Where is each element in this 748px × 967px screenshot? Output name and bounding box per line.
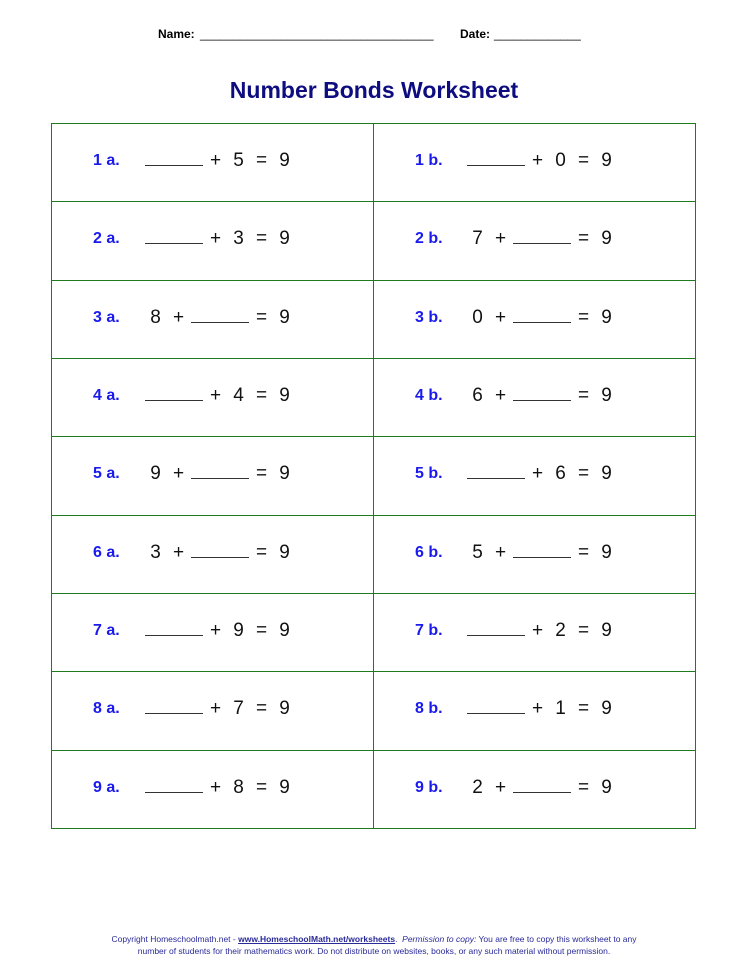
operator: = bbox=[577, 228, 590, 250]
answer-blank[interactable] bbox=[145, 623, 203, 636]
problem-label: 4 b. bbox=[415, 386, 443, 404]
table-row bbox=[52, 280, 696, 358]
problem-label: 8 b. bbox=[415, 700, 443, 718]
problem-cell bbox=[374, 202, 696, 280]
operator: = bbox=[255, 619, 268, 641]
equation bbox=[466, 620, 618, 642]
page-title: Number Bonds Worksheet bbox=[229, 77, 519, 103]
operator: = bbox=[577, 150, 590, 171]
number: 9 bbox=[601, 698, 612, 720]
table-row bbox=[52, 593, 696, 671]
table-row bbox=[52, 515, 696, 593]
number: 9 bbox=[279, 463, 290, 485]
number: 9 bbox=[601, 150, 612, 171]
permission-label: Permission to copy: bbox=[402, 934, 477, 944]
number: 2 bbox=[555, 619, 566, 641]
equation bbox=[466, 777, 618, 799]
answer-blank[interactable] bbox=[513, 780, 571, 793]
equation bbox=[144, 150, 296, 172]
problem-cell bbox=[52, 515, 374, 593]
operator: + bbox=[494, 776, 507, 798]
number: 9 bbox=[279, 619, 290, 641]
answer-blank[interactable] bbox=[191, 545, 249, 558]
equation bbox=[466, 228, 618, 250]
number: 9 bbox=[601, 776, 612, 798]
operator: + bbox=[531, 698, 544, 720]
operator: + bbox=[172, 541, 185, 563]
number: 9 bbox=[601, 541, 612, 563]
problem-label: 9 a. bbox=[93, 778, 120, 796]
operator: + bbox=[494, 541, 507, 563]
problem-cell bbox=[52, 593, 374, 671]
equation bbox=[144, 542, 296, 564]
table-row bbox=[52, 202, 696, 280]
equation bbox=[466, 698, 618, 720]
problem-cell bbox=[374, 124, 696, 202]
equation bbox=[466, 150, 618, 172]
answer-blank[interactable] bbox=[467, 701, 525, 714]
footer: Copyright Homeschoolmath.net - www.HomeschoolMath.net/worksheets. Permission to copy: You are free to copy this worksheet to any number of students for their mathematics work. Do not distribute on websites, books, or any such material without permission. bbox=[111, 934, 637, 956]
number: 9 bbox=[601, 306, 612, 328]
equation bbox=[466, 463, 618, 485]
equation bbox=[466, 542, 618, 564]
answer-blank[interactable] bbox=[145, 780, 203, 793]
equation bbox=[466, 307, 618, 329]
answer-blank[interactable] bbox=[513, 310, 571, 323]
problem-cell bbox=[374, 593, 696, 671]
number: 8 bbox=[233, 776, 244, 798]
operator: = bbox=[255, 698, 268, 720]
operator: + bbox=[209, 776, 222, 798]
number: 9 bbox=[279, 150, 290, 171]
operator: = bbox=[577, 619, 590, 641]
problem-label: 1 b. bbox=[415, 152, 443, 169]
operator: + bbox=[531, 619, 544, 641]
equation bbox=[144, 463, 296, 485]
answer-blank[interactable] bbox=[145, 153, 203, 166]
table-row bbox=[52, 124, 696, 202]
problem-label: 6 a. bbox=[93, 543, 120, 561]
date-line: _____________ bbox=[494, 27, 581, 41]
name-line: ___________________________________ bbox=[200, 27, 434, 41]
problem-label: 3 a. bbox=[93, 308, 120, 326]
operator: = bbox=[255, 150, 268, 171]
answer-blank[interactable] bbox=[467, 466, 525, 479]
operator: + bbox=[209, 228, 222, 250]
problem-cell bbox=[374, 358, 696, 436]
number: 7 bbox=[233, 698, 244, 720]
number: 3 bbox=[233, 228, 244, 250]
operator: = bbox=[255, 776, 268, 798]
operator: + bbox=[172, 463, 185, 485]
operator: + bbox=[172, 306, 185, 328]
problem-label: 7 a. bbox=[93, 621, 120, 639]
answer-blank[interactable] bbox=[145, 231, 203, 244]
problem-label: 5 b. bbox=[415, 465, 443, 483]
number: 9 bbox=[601, 228, 612, 250]
number: 9 bbox=[279, 306, 290, 328]
operator: = bbox=[577, 384, 590, 406]
operator: = bbox=[255, 306, 268, 328]
problem-label: 1 a. bbox=[93, 152, 120, 169]
copyright-text: Copyright Homeschoolmath.net - bbox=[111, 934, 239, 944]
problem-cell bbox=[374, 280, 696, 358]
problem-cell bbox=[52, 280, 374, 358]
number: 5 bbox=[233, 150, 244, 171]
operator: + bbox=[209, 698, 222, 720]
answer-blank[interactable] bbox=[513, 388, 571, 401]
operator: = bbox=[255, 463, 268, 485]
equation bbox=[144, 698, 296, 720]
operator: = bbox=[577, 776, 590, 798]
table-row bbox=[52, 672, 696, 750]
answer-blank[interactable] bbox=[513, 231, 571, 244]
number: 1 bbox=[555, 698, 566, 720]
problem-cell bbox=[52, 437, 374, 515]
operator: + bbox=[209, 619, 222, 641]
problem-cell bbox=[374, 515, 696, 593]
number: 9 bbox=[601, 463, 612, 485]
equation bbox=[466, 385, 618, 407]
problem-label: 9 b. bbox=[415, 778, 443, 796]
problem-label: 4 a. bbox=[93, 386, 120, 404]
number: 3 bbox=[150, 541, 161, 563]
operator: = bbox=[255, 384, 268, 406]
problem-label: 7 b. bbox=[415, 621, 443, 639]
number: 9 bbox=[279, 698, 290, 720]
problem-label: 8 a. bbox=[93, 700, 120, 718]
number: 9 bbox=[279, 541, 290, 563]
permission-text: You are free to copy this worksheet to any bbox=[476, 934, 637, 944]
answer-blank[interactable] bbox=[145, 388, 203, 401]
number: 0 bbox=[555, 150, 566, 171]
table-row bbox=[52, 358, 696, 436]
number: 9 bbox=[601, 619, 612, 641]
equation bbox=[144, 307, 296, 329]
operator: = bbox=[577, 541, 590, 563]
number: 9 bbox=[601, 384, 612, 406]
table-row bbox=[52, 437, 696, 515]
equation bbox=[144, 385, 296, 407]
operator: = bbox=[577, 463, 590, 485]
permission-text-2: number of students for their mathematics work. Do not distribute on websites, books, or any such material without permission. bbox=[137, 946, 611, 956]
number: 9 bbox=[233, 619, 244, 641]
problem-cell bbox=[52, 202, 374, 280]
number: 4 bbox=[233, 384, 244, 406]
problems-table bbox=[51, 123, 696, 829]
answer-blank[interactable] bbox=[467, 623, 525, 636]
operator: = bbox=[577, 698, 590, 720]
operator: + bbox=[209, 150, 222, 171]
equation bbox=[144, 228, 296, 250]
date-label: Date: bbox=[460, 27, 491, 41]
number: 6 bbox=[555, 463, 566, 485]
problem-cell bbox=[374, 672, 696, 750]
number: 6 bbox=[472, 384, 483, 406]
problem-label: 2 b. bbox=[415, 230, 443, 248]
problem-cell bbox=[52, 124, 374, 202]
number: 8 bbox=[150, 306, 161, 328]
answer-blank[interactable] bbox=[191, 466, 249, 479]
number: 9 bbox=[279, 776, 290, 798]
problem-label: 3 b. bbox=[415, 308, 443, 326]
problem-label: 6 b. bbox=[415, 543, 443, 561]
website-link[interactable]: www.HomeschoolMath.net/worksheets bbox=[238, 934, 396, 944]
number: 9 bbox=[279, 228, 290, 250]
problem-cell bbox=[52, 672, 374, 750]
number: 9 bbox=[279, 384, 290, 406]
operator: = bbox=[577, 306, 590, 328]
answer-blank[interactable] bbox=[467, 153, 525, 166]
problem-cell bbox=[374, 437, 696, 515]
number: 7 bbox=[472, 228, 483, 250]
answer-blank[interactable] bbox=[191, 310, 249, 323]
table-row bbox=[52, 750, 696, 828]
problem-cell bbox=[52, 358, 374, 436]
operator: + bbox=[531, 463, 544, 485]
problem-cell bbox=[52, 750, 374, 828]
answer-blank[interactable] bbox=[513, 545, 571, 558]
problem-label: 5 a. bbox=[93, 465, 120, 483]
operator: + bbox=[209, 384, 222, 406]
number: 9 bbox=[150, 463, 161, 485]
operator: + bbox=[494, 306, 507, 328]
answer-blank[interactable] bbox=[145, 701, 203, 714]
problem-cell bbox=[374, 750, 696, 828]
operator: = bbox=[255, 228, 268, 250]
operator: = bbox=[255, 541, 268, 563]
number: 2 bbox=[472, 776, 483, 798]
operator: + bbox=[531, 150, 544, 171]
operator: + bbox=[494, 228, 507, 250]
name-label: Name: bbox=[158, 27, 195, 41]
equation bbox=[144, 620, 296, 642]
number: 0 bbox=[472, 306, 483, 328]
problem-label: 2 a. bbox=[93, 230, 120, 248]
number: 5 bbox=[472, 541, 483, 563]
equation bbox=[144, 777, 296, 799]
operator: + bbox=[494, 384, 507, 406]
